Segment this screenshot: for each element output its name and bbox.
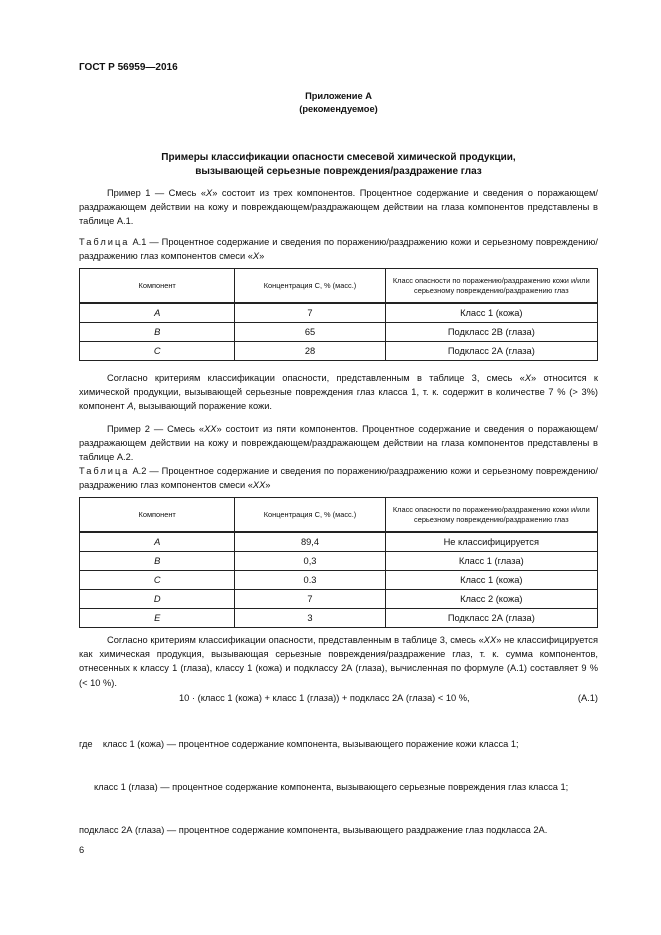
cell: Класс 2 (кожа) [385, 590, 597, 609]
cell: 89,4 [235, 532, 385, 552]
formula-number: (А.1) [577, 693, 598, 703]
cell: 0.3 [235, 571, 385, 590]
text: » [265, 480, 271, 491]
table-a2-caption [79, 464, 598, 492]
table-a1-caption [79, 235, 598, 263]
legend-line: подкласс 2А (глаза) — процентное содержание компонента, вызывающего раздражение глаз подкласса 2А. [79, 824, 548, 835]
text: » состоит из трех компонентов. Процентное содержание и сведения о поражающем/раздражающем действии на кожу и повреждающем/раздражающем действии на глаза компонентов представлены в таблице А.1. [79, 188, 598, 227]
mix-name: XX [483, 635, 497, 645]
text: » [259, 251, 265, 262]
caption-label: Таблица [79, 237, 130, 247]
column-header: Класс опасности по поражению/раздражению кожи и/или серьезному повреждению/раздражению глаз [385, 269, 597, 304]
text: » относится к химической продукции, вызывающей серьезные повреждения глаз класса 1, т. к. содержит в количестве 7 % (> 3%) компонент [79, 373, 598, 412]
table-a2 [79, 497, 598, 628]
column-header: Концентрация С, % (масс.) [235, 269, 385, 304]
cell: A [80, 303, 235, 323]
cell: A [80, 532, 235, 552]
formula-legend [79, 709, 598, 851]
mix-name: X [524, 373, 532, 383]
cell: 7 [235, 590, 385, 609]
appendix-heading [79, 151, 598, 179]
table-row [80, 609, 598, 628]
cell: 65 [235, 323, 385, 342]
cell: Класс 1 (кожа) [385, 303, 597, 323]
cell: D [80, 590, 235, 609]
text: Пример 1 — Смесь « [107, 188, 206, 198]
cell: C [80, 571, 235, 590]
component-name: A [127, 401, 134, 412]
caption-label: Таблица [79, 466, 130, 476]
cell: 28 [235, 342, 385, 361]
example-1-paragraph [79, 186, 598, 229]
cell: Подкласс 2А (глаза) [385, 342, 597, 361]
conclusion-1-paragraph [79, 371, 598, 414]
text: » не классифицируется как химическая продукция, вызывающая серьезные повреждения/раздражение глаз, т. к. сумма компонентов, отнесенных к классу 1 (глаза), классу 1 (кожа) и подклассу 2А (глаза), вычисленная по формуле (А.1) составляет 9 % (< 10 %). [79, 635, 598, 688]
column-header: Компонент [80, 269, 235, 304]
text: , вызывающий поражение кожи. [133, 401, 272, 412]
mix-name: X [206, 188, 213, 198]
cell: Подкласс 2А (глаза) [385, 609, 597, 628]
legend-line: класс 1 (глаза) — процентное содержание компонента, вызывающего серьезные повреждения глаз класса 1; [94, 782, 569, 793]
cell: B [80, 323, 235, 342]
text: Пример 2 — Смесь « [107, 424, 205, 434]
example-2-paragraph [79, 422, 598, 465]
column-header: Класс опасности по поражению/раздражению кожи и/или серьезному повреждению/раздражению глаз [385, 498, 597, 533]
mix-name: XX [252, 480, 266, 491]
table-row [80, 571, 598, 590]
cell: E [80, 609, 235, 628]
text: Согласно критериям классификации опасности, представленным в таблице 3, смесь « [107, 635, 484, 645]
table-row [80, 590, 598, 609]
cell: 3 [235, 609, 385, 628]
cell: Не классифицируется [385, 532, 597, 552]
table-row [80, 342, 598, 361]
cell: Подкласс 2В (глаза) [385, 323, 597, 342]
mix-name: XX [204, 424, 217, 434]
formula-text: 10 · (класс 1 (кожа) + класс 1 (глаза)) + подкласс 2А (глаза) < 10 %, [179, 693, 470, 703]
table-row [80, 532, 598, 552]
cell: Класс 1 (глаза) [385, 552, 597, 571]
mix-name: X [252, 251, 260, 262]
conclusion-2-paragraph [79, 633, 598, 690]
table-row [80, 303, 598, 323]
appendix-note: (рекомендуемое) [299, 104, 378, 114]
table-row [80, 323, 598, 342]
text: А.1 — Процентное содержание и сведения по поражению/раздражению кожи и серьезному повреждению/раздражению глаз компонентов смеси « [79, 237, 598, 262]
document-header: ГОСТ Р 56959—2016 [79, 62, 178, 73]
heading-line: Примеры классификации опасности смесевой химической продукции, [161, 152, 516, 163]
page-number: 6 [79, 845, 85, 855]
cell: B [80, 552, 235, 571]
cell: 0,3 [235, 552, 385, 571]
text: » состоит из пяти компонентов. Процентное содержание и сведения о поражающем/раздражающем действии на кожу и повреждающем/раздражающем действии на глаза компонентов представлены в таблице А.2. [79, 424, 598, 463]
heading-line: вызывающей серьезные повреждения/раздражение глаз [195, 166, 482, 178]
cell: C [80, 342, 235, 361]
table-a1 [79, 268, 598, 361]
table-row [80, 552, 598, 571]
cell: 7 [235, 303, 385, 323]
text: Согласно критериям классификации опасности, представленным в таблице 3, смесь « [107, 373, 525, 383]
column-header: Компонент [80, 498, 235, 533]
legend-line: где класс 1 (кожа) — процентное содержание компонента, вызывающего поражение кожи класса 1; [79, 739, 519, 750]
column-header: Концентрация С, % (масс.) [235, 498, 385, 533]
text: А.2 — Процентное содержание и сведения по поражению/раздражению кожи и серьезному повреждению/раздражению глаз компонентов смеси « [79, 466, 598, 491]
cell: Класс 1 (кожа) [385, 571, 597, 590]
appendix-title: Приложение А [305, 91, 372, 101]
